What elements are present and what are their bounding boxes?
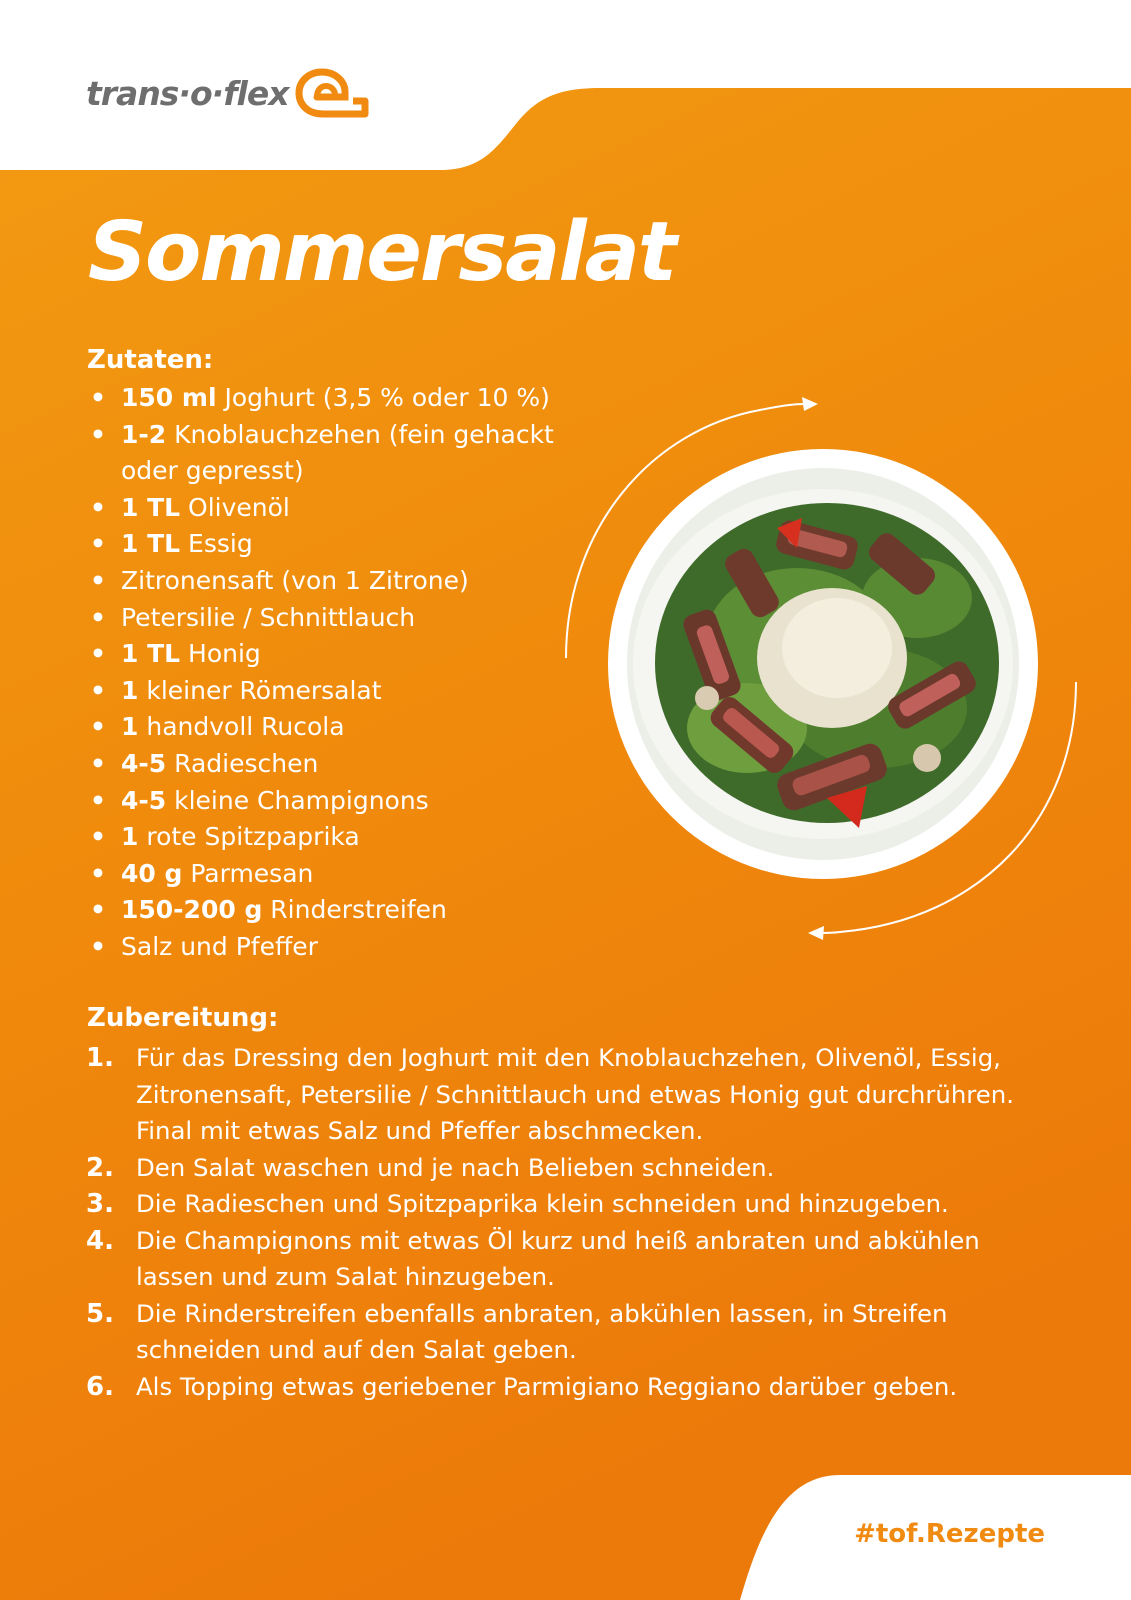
ingredient-amount: 150-200 g bbox=[121, 895, 263, 925]
ingredient-item bbox=[88, 526, 568, 563]
bullet-icon: • bbox=[90, 785, 106, 815]
ingredient-item bbox=[88, 636, 568, 673]
brand-logo bbox=[86, 68, 371, 118]
ingredient-item bbox=[88, 783, 568, 820]
bullet-icon: • bbox=[90, 529, 106, 559]
bullet-icon: • bbox=[90, 858, 106, 888]
ingredient-item bbox=[88, 929, 568, 966]
preparation-step bbox=[86, 1223, 1046, 1296]
step-text: Die Rinderstreifen ebenfalls anbraten, abkühlen lassen, in Streifen schneiden und auf den Salat geben. bbox=[136, 1298, 948, 1364]
step-text: Die Champignons mit etwas Öl kurz und heiß anbraten und abkühlen lassen und zum Salat hinzugeben. bbox=[136, 1225, 980, 1291]
bullet-icon: • bbox=[90, 419, 106, 449]
bullet-icon: • bbox=[90, 748, 106, 778]
step-text: Für das Dressing den Joghurt mit den Knoblauchzehen, Olivenöl, Essig, Zitronensaft, Petersilie / Schnittlauch und etwas Honig gut durchrühren. Final mit etwas Salz und Pfeffer abschmecken. bbox=[136, 1043, 1015, 1145]
bullet-icon: • bbox=[90, 602, 106, 632]
ingredient-name: kleine Champignons bbox=[166, 785, 429, 815]
ingredient-amount: 1 bbox=[121, 675, 139, 705]
bullet-icon: • bbox=[90, 492, 106, 522]
preparation-step bbox=[86, 1150, 1046, 1187]
ingredient-amount: 4-5 bbox=[121, 748, 167, 778]
ingredient-name: Rinderstreifen bbox=[262, 895, 447, 925]
ingredient-item bbox=[88, 709, 568, 746]
ingredient-item bbox=[88, 417, 568, 490]
bullet-icon: • bbox=[90, 565, 106, 595]
ingredient-amount: 4-5 bbox=[121, 785, 167, 815]
ingredient-name: kleiner Römersalat bbox=[138, 675, 382, 705]
ingredient-amount: 1 TL bbox=[121, 492, 181, 522]
brand-swirl-icon bbox=[295, 68, 371, 118]
bullet-icon: • bbox=[90, 822, 106, 852]
ingredient-name: Joghurt (3,5 % oder 10 %) bbox=[216, 383, 550, 412]
preparation-steps bbox=[86, 1040, 1046, 1405]
page-title: Sommersalat bbox=[88, 205, 676, 300]
ingredient-name: Essig bbox=[180, 529, 253, 559]
step-number: 3. bbox=[86, 1189, 114, 1219]
ingredient-amount: 1 TL bbox=[121, 639, 181, 669]
bullet-icon: • bbox=[90, 675, 106, 705]
preparation-step bbox=[86, 1186, 1046, 1223]
preparation-step bbox=[86, 1296, 1046, 1369]
ingredient-name: Petersilie / Schnittlauch bbox=[121, 602, 416, 632]
salad-photo bbox=[627, 468, 1019, 860]
bullet-icon: • bbox=[90, 383, 106, 412]
ingredient-amount: 1 bbox=[121, 712, 139, 742]
ingredient-amount: 1 TL bbox=[121, 529, 181, 559]
bullet-icon: • bbox=[90, 639, 106, 669]
bullet-icon: • bbox=[90, 712, 106, 742]
ingredient-name: handvoll Rucola bbox=[138, 712, 345, 742]
ingredient-item bbox=[88, 746, 568, 783]
preparation-heading: Zubereitung: bbox=[87, 1003, 279, 1033]
step-number: 5. bbox=[86, 1298, 114, 1329]
ingredients-list bbox=[88, 380, 568, 966]
ingredients-heading: Zutaten: bbox=[87, 345, 214, 375]
ingredient-amount: 150 ml bbox=[121, 383, 217, 412]
step-number: 6. bbox=[86, 1371, 114, 1402]
step-text: Den Salat waschen und je nach Belieben schneiden. bbox=[136, 1152, 775, 1182]
ingredient-name: Parmesan bbox=[182, 858, 314, 888]
ingredient-item bbox=[88, 819, 568, 856]
ingredient-name: rote Spitzpaprika bbox=[138, 822, 360, 852]
ingredient-item bbox=[88, 600, 568, 637]
ingredient-item bbox=[88, 563, 568, 600]
ingredient-name: Salz und Pfeffer bbox=[121, 931, 318, 961]
hashtag: #tof.Rezepte bbox=[854, 1519, 1045, 1549]
step-number: 2. bbox=[86, 1152, 114, 1183]
bullet-icon: • bbox=[90, 895, 106, 925]
brand-wordmark: trans·o·flex bbox=[86, 73, 289, 113]
ingredient-item bbox=[88, 673, 568, 710]
salad-photo-frame bbox=[608, 449, 1038, 879]
ingredient-amount: 40 g bbox=[121, 858, 183, 888]
preparation-step bbox=[86, 1369, 1046, 1406]
bullet-icon: • bbox=[90, 931, 106, 961]
ingredient-item bbox=[88, 856, 568, 893]
step-number: 1. bbox=[86, 1043, 114, 1073]
preparation-step bbox=[86, 1040, 1046, 1150]
ingredient-amount: 1 bbox=[121, 822, 139, 852]
ingredient-name: Olivenöl bbox=[180, 492, 290, 522]
step-text: Als Topping etwas geriebener Parmigiano Reggiano darüber geben. bbox=[136, 1371, 958, 1401]
ingredient-item bbox=[88, 380, 568, 417]
ingredient-name: Knoblauchzehen (fein gehackt oder gepresst) bbox=[121, 419, 554, 486]
ingredient-item bbox=[88, 892, 568, 929]
step-number: 4. bbox=[86, 1225, 114, 1256]
ingredient-name: Honig bbox=[180, 639, 261, 669]
ingredient-amount: 1-2 bbox=[121, 419, 167, 449]
step-text: Die Radieschen und Spitzpaprika klein schneiden und hinzugeben. bbox=[136, 1189, 949, 1218]
ingredient-name: Radieschen bbox=[166, 748, 319, 778]
ingredient-name: Zitronensaft (von 1 Zitrone) bbox=[121, 565, 469, 595]
ingredient-item bbox=[88, 490, 568, 527]
